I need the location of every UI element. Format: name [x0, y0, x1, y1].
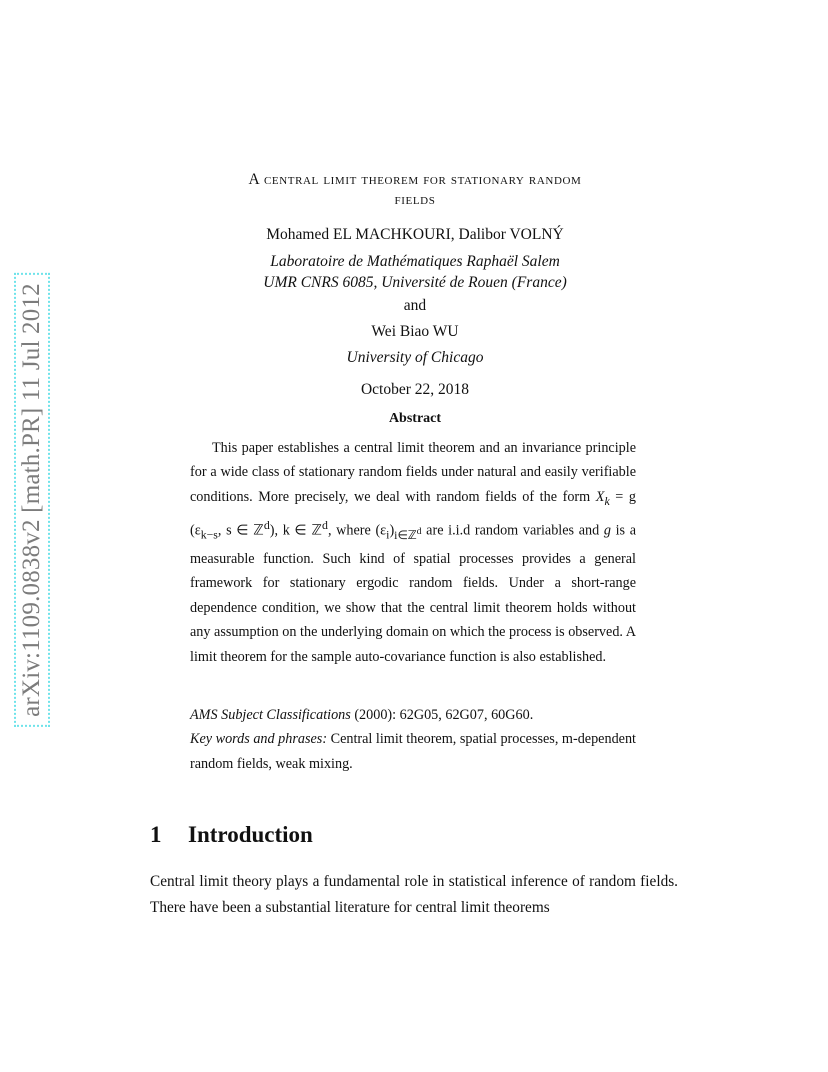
keywords-label: Key words and phrases:	[190, 731, 328, 748]
abstract-heading: Abstract	[388, 411, 442, 426]
keywords	[190, 727, 636, 776]
paper-title	[150, 170, 680, 210]
formula-g-func: g	[603, 522, 611, 539]
formula-index-sup: d	[416, 525, 422, 537]
keywords-value: Central limit theorem, spatial processes, m-dependent random fields, weak mixing.	[190, 731, 636, 772]
formula-k: ), k ∈ ℤ	[269, 522, 323, 539]
section-number: 1	[150, 822, 162, 847]
section-heading	[150, 822, 313, 848]
ams-classification	[190, 703, 636, 727]
affiliation-1-line-1: Laboratoire de Mathématiques Raphaël Salem	[270, 253, 560, 270]
abstract-body	[190, 436, 636, 669]
title-line-1: A central limit theorem for stationary random	[248, 171, 582, 188]
title-line-2: fields	[394, 191, 436, 208]
formula-i-sub: i	[386, 527, 390, 542]
formula-x-sub: k	[604, 493, 610, 508]
arxiv-identifier[interactable]: arXiv:1109.0838v2 [math.PR] 11 Jul 2012	[14, 273, 50, 727]
affiliation-1	[150, 251, 680, 293]
formula-index-sub: i∈ℤ	[394, 527, 417, 542]
ams-value: (2000): 62G05, 62G07, 60G60.	[350, 707, 534, 723]
abstract-text-1: This paper establishes a central limit theorem and an invariance principle for a wide class of stationary random fields under natural and easily verifiable conditions. More precisely, we deal with random fields of the form	[190, 440, 636, 505]
abstract-where: , where (ε	[327, 522, 387, 539]
arxiv-sidebar	[10, 255, 54, 745]
section-title: Introduction	[188, 822, 313, 847]
paper-date: October 22, 2018	[360, 381, 470, 398]
abstract-text-3: are i.i.d random variables and	[421, 522, 604, 539]
authors: Mohamed EL MACHKOURI, Dalibor VOLNÝ	[266, 226, 564, 243]
formula-x: X	[595, 488, 605, 505]
formula-g: = g (ε	[190, 488, 636, 539]
affiliation-1-line-2: UMR CNRS 6085, Université de Rouen (France)	[263, 274, 567, 291]
formula-zd-sup: d	[263, 518, 270, 533]
formula-zd-sup-2: d	[322, 518, 328, 533]
affiliation-2: University of Chicago	[346, 349, 484, 366]
formula-paren: )	[389, 522, 395, 539]
formula-s: , s ∈ ℤ	[217, 522, 264, 539]
classification-block	[190, 703, 636, 776]
ams-label: AMS Subject Classifications	[190, 707, 351, 723]
author-2: Wei Biao WU	[371, 323, 459, 340]
and-separator: and	[403, 297, 427, 314]
abstract-text-4: is a measurable function. Such kind of spatial processes provides a general framework for stationary ergodic random fields. Under a short-range dependence condition, we show that the central limit theorem holds without any assumption on the underlying domain on which the process is observed. A limit theorem for the sample auto-covariance function is also established.	[190, 522, 637, 665]
formula-eps-sub: k−s	[200, 527, 218, 542]
intro-paragraph: Central limit theory plays a fundamental role in statistical inference of random fields. There have been a substantial literature for central limit theorems	[150, 873, 678, 916]
